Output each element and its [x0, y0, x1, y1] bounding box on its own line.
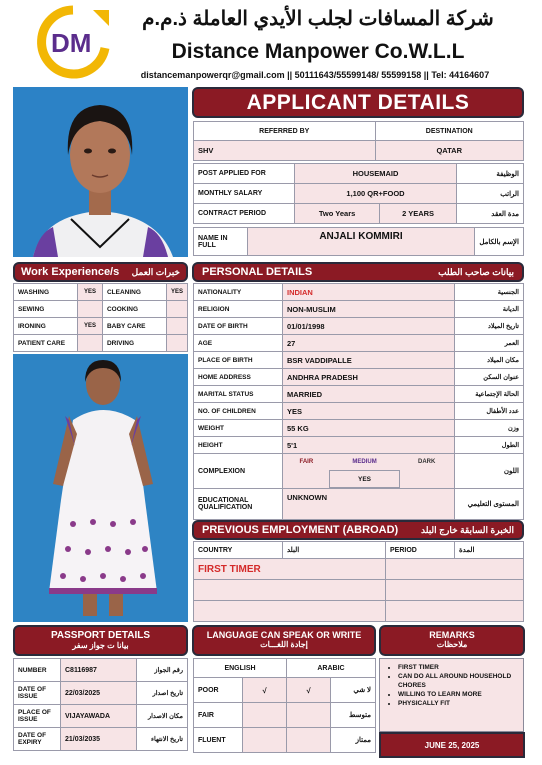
personal-label: AGE: [194, 335, 283, 352]
language-arabic-mark: [287, 703, 331, 728]
language-row: [194, 678, 376, 703]
personal-label: RELIGION: [194, 301, 283, 318]
personal-value: MARRIED: [283, 386, 455, 403]
complexion-label: COMPLEXION: [194, 454, 283, 489]
language-title: LANGUAGE CAN SPEAK OR WRITE: [206, 630, 362, 640]
applicant-full-body-photo: [13, 354, 188, 622]
period-label-ar: المدة: [455, 542, 524, 559]
applicant-details-title-bar: [192, 87, 524, 118]
passport-label: PLACE OF ISSUE: [14, 705, 61, 728]
personal-details-table: [193, 283, 524, 520]
post-label: POST APPLIED FOR: [194, 164, 295, 184]
language-table: [193, 658, 376, 753]
remarks-list: [380, 663, 523, 708]
education-label: EDUCATIONAL QUALIFICATION: [194, 489, 283, 520]
personal-row: [194, 386, 524, 403]
post-label-ar: الوظيفة: [457, 164, 524, 184]
complexion-mark: YES: [330, 471, 400, 488]
passport-row: [14, 728, 188, 751]
passport-row: [14, 659, 188, 682]
work-skill-b: COOKING: [102, 301, 166, 318]
salary-label-ar: الراتب: [457, 184, 524, 204]
contract-period-years: 2 YEARS: [380, 204, 457, 224]
personal-row: [194, 437, 524, 454]
language-title-ar: إجادة اللغـــات: [260, 640, 308, 649]
language-row: [194, 728, 376, 753]
passport-value: C8116987: [61, 659, 137, 682]
language-level-ar: متوسط: [331, 703, 376, 728]
personal-label: WEIGHT: [194, 420, 283, 437]
personal-label: HOME ADDRESS: [194, 369, 283, 386]
language-english-mark: √: [243, 678, 287, 703]
work-skill-a-value: YES: [77, 284, 102, 301]
personal-label-ar: الطول: [455, 437, 524, 454]
work-skill-a-value: YES: [77, 318, 102, 335]
personal-label-ar: وزن: [455, 420, 524, 437]
work-row: [14, 284, 188, 301]
work-skill-b: DRIVING: [102, 335, 166, 352]
personal-value: NON-MUSLIM: [283, 301, 455, 318]
remarks-title-ar: ملاحظات: [436, 640, 468, 649]
complexion-fair: FAIR: [299, 459, 314, 466]
work-experience-title-bar: [13, 262, 188, 282]
name-table: [193, 227, 524, 256]
personal-label-ar: تاريخ الميلاد: [455, 318, 524, 335]
work-row: [14, 318, 188, 335]
passport-label-ar: تاريخ الانتهاء: [137, 728, 188, 751]
applicant-details-title: APPLICANT DETAILS: [246, 90, 470, 114]
passport-title-ar: بيانا ت جواز سفر: [72, 641, 129, 650]
personal-row: [194, 403, 524, 420]
personal-label-ar: الحالة الإجتماعية: [455, 386, 524, 403]
work-skill-a: WASHING: [14, 284, 78, 301]
country-label: COUNTRY: [194, 542, 283, 559]
work-experience-title-ar: خبرات العمل: [131, 266, 180, 277]
personal-label-ar: العمر: [455, 335, 524, 352]
remark-item: • CAN DO ALL AROUND HOUSEHOLD CHORES: [398, 672, 523, 690]
complexion-cell: [283, 454, 455, 489]
language-level-ar: لا شي: [331, 678, 376, 703]
personal-label: DATE OF BIRTH: [194, 318, 283, 335]
contract-period-value: Two Years: [295, 204, 380, 224]
work-skill-a: PATIENT CARE: [14, 335, 78, 352]
previous-employment-title-bar: [192, 520, 524, 540]
work-skill-a-value: [77, 301, 102, 318]
passport-label-ar: رقم الجواز: [137, 659, 188, 682]
work-skill-a: SEWING: [14, 301, 78, 318]
job-table: [193, 163, 524, 224]
personal-row: [194, 352, 524, 369]
personal-value: BSR VADDIPALLE: [283, 352, 455, 369]
work-skill-b-value: [166, 335, 187, 352]
company-contact: distancemanpowerqr@gmail.com || 50111643/55599148/ 55599158 || Tel: 44164607: [140, 70, 490, 80]
document-date: JUNE 25, 2025: [424, 740, 480, 750]
work-row: [14, 301, 188, 318]
post-value: HOUSEMAID: [295, 164, 457, 184]
personal-value: 55 KG: [283, 420, 455, 437]
work-skill-b-value: [166, 318, 187, 335]
personal-value: 01/01/1998: [283, 318, 455, 335]
language-level: POOR: [194, 678, 243, 703]
personal-row: [194, 284, 524, 301]
work-skill-a-value: [77, 335, 102, 352]
personal-label-ar: الجنسية: [455, 284, 524, 301]
salary-value: 1,100 QR+FOOD: [295, 184, 457, 204]
personal-label: PLACE OF BIRTH: [194, 352, 283, 369]
document-date-bar: [379, 732, 525, 758]
work-skill-a: IRONING: [14, 318, 78, 335]
passport-value: 21/03/2035: [61, 728, 137, 751]
personal-details-title-ar: بيانات صاحب الطلب: [438, 266, 514, 277]
personal-row: [194, 369, 524, 386]
destination-label: DESTINATION: [375, 122, 524, 141]
language-level: FLUENT: [194, 728, 243, 753]
country-label-ar: البلد: [283, 542, 386, 559]
company-name: Distance Manpower Co.W.L.L: [171, 40, 465, 63]
language-row: [194, 703, 376, 728]
work-experience-title: Work Experience/s: [21, 266, 120, 278]
personal-value: 5'1: [283, 437, 455, 454]
language-level: FAIR: [194, 703, 243, 728]
personal-label-ar: عدد الأطفال: [455, 403, 524, 420]
full-name-label: NAME IN FULL: [194, 228, 248, 256]
remarks-box: [379, 658, 524, 732]
remarks-title: REMARKS: [429, 630, 475, 640]
destination-value: QATAR: [375, 141, 524, 161]
period-label: PERIOD: [386, 542, 455, 559]
passport-label: DATE OF EXPIRY: [14, 728, 61, 751]
personal-row: [194, 301, 524, 318]
personal-label-ar: الديانة: [455, 301, 524, 318]
referred-by-label: REFERRED BY: [194, 122, 376, 141]
language-english-mark: [243, 703, 287, 728]
work-row: [14, 335, 188, 352]
remarks-title-bar: [379, 625, 525, 656]
personal-details-title: PERSONAL DETAILS: [202, 266, 313, 278]
contract-period-label-ar: مدة العقد: [457, 204, 524, 224]
applicant-portrait-photo: [13, 87, 188, 257]
language-level-ar: ممتاز: [331, 728, 376, 753]
passport-title-bar: [13, 625, 188, 656]
work-skill-b: CLEANING: [102, 284, 166, 301]
work-experience-table: [13, 283, 188, 352]
personal-row: [194, 335, 524, 352]
personal-label: HEIGHT: [194, 437, 283, 454]
previous-employment-title: PREVIOUS EMPLOYMENT (ABROAD): [202, 524, 399, 536]
referral-table: [193, 121, 524, 161]
company-logo: [33, 4, 115, 80]
passport-row: [14, 705, 188, 728]
passport-row: [14, 682, 188, 705]
work-skill-b-value: YES: [166, 284, 187, 301]
work-skill-b-value: [166, 301, 187, 318]
english-label: ENGLISH: [194, 659, 287, 678]
passport-title: PASSPORT DETAILS: [50, 630, 151, 641]
personal-row: [194, 318, 524, 335]
personal-value: INDIAN: [283, 284, 455, 301]
language-arabic-mark: √: [287, 678, 331, 703]
language-title-bar: [192, 625, 376, 656]
remark-item: • WILLING TO LEARN MORE: [398, 690, 523, 699]
company-name-arabic: شركة المسافات لجلب الأيدي العاملة ذ.م.م: [142, 8, 494, 30]
salary-label: MONTHLY SALARY: [194, 184, 295, 204]
passport-value: VIJAYAWADA: [61, 705, 137, 728]
full-name-label-ar: الإسم بالكامل: [475, 228, 524, 256]
personal-label: NATIONALITY: [194, 284, 283, 301]
previous-employment-title-ar: الخبرة السابقة خارج البلد: [421, 524, 514, 535]
previous-employment-table: [193, 541, 524, 622]
passport-label: DATE OF ISSUE: [14, 682, 61, 705]
personal-label: MARITAL STATUS: [194, 386, 283, 403]
language-english-mark: [243, 728, 287, 753]
personal-row: [194, 420, 524, 437]
education-label-ar: المستوى التعليمي: [455, 489, 524, 520]
personal-label-ar: عنوان السكن: [455, 369, 524, 386]
education-value: UNKNOWN: [283, 489, 455, 520]
personal-details-title-bar: [192, 262, 524, 282]
passport-label: NUMBER: [14, 659, 61, 682]
full-name-value: ANJALI KOMMIRI: [248, 228, 475, 256]
language-arabic-mark: [287, 728, 331, 753]
remark-item: • FIRST TIMER: [398, 663, 523, 672]
passport-value: 22/03/2025: [61, 682, 137, 705]
personal-label: NO. OF CHILDREN: [194, 403, 283, 420]
contract-period-label: CONTRACT PERIOD: [194, 204, 295, 224]
passport-label-ar: تاريخ اصدار: [137, 682, 188, 705]
first-timer-value: FIRST TIMER: [194, 559, 386, 580]
work-skill-b: BABY CARE: [102, 318, 166, 335]
personal-value: ANDHRA PRADESH: [283, 369, 455, 386]
logo-letters: DM: [51, 28, 92, 58]
passport-label-ar: مكان الاصدار: [137, 705, 188, 728]
arabic-label: ARABIC: [287, 659, 376, 678]
personal-value: 27: [283, 335, 455, 352]
referred-by-value: SHV: [194, 141, 376, 161]
remark-item: • PHYSICALLY FIT: [398, 699, 523, 708]
complexion-medium: MEDIUM: [352, 459, 377, 465]
complexion-label-ar: اللون: [455, 454, 524, 489]
personal-label-ar: مكان الميلاد: [455, 352, 524, 369]
passport-table: [13, 658, 188, 751]
personal-value: YES: [283, 403, 455, 420]
complexion-dark: DARK: [418, 459, 436, 466]
